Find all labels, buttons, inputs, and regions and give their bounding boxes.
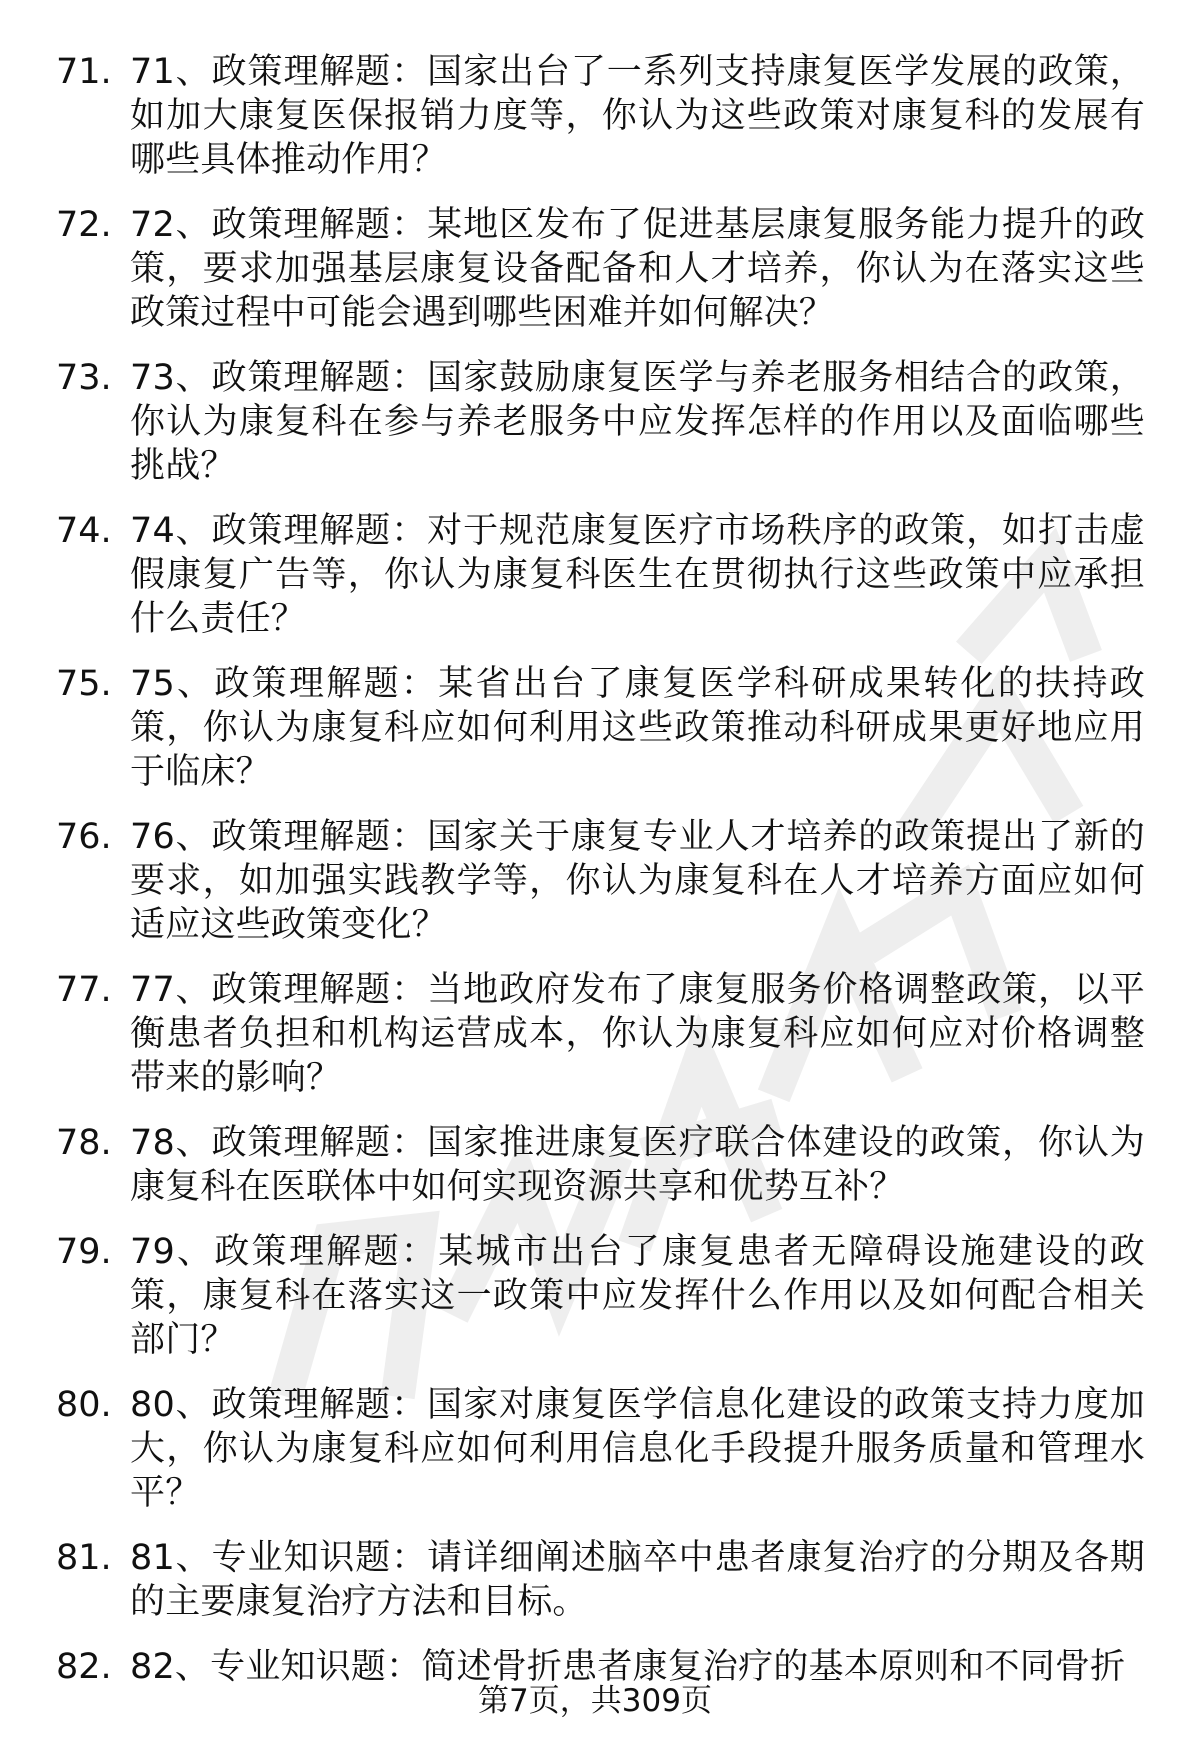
question-number: 71. [56, 52, 112, 92]
question-item [0, 203, 1145, 335]
question-item [0, 1230, 1145, 1362]
question-text: 81、专业知识题：请详细阐述脑卒中患者康复治疗的分期及各期的主要康复治疗方法和目标。 [130, 1538, 1145, 1622]
question-number: 78. [56, 1123, 112, 1163]
question-item [0, 815, 1145, 947]
question-number: 76. [56, 817, 112, 857]
page-number-footer: 第7页，共309页 [478, 1683, 712, 1719]
question-item [0, 356, 1145, 488]
question-text: 78、政策理解题：国家推进康复医疗联合体建设的政策，你认为康复科在医联体中如何实现资源共享和优势互补？ [130, 1123, 1145, 1207]
question-item [0, 1383, 1145, 1515]
question-item [0, 1536, 1145, 1624]
question-text: 77、政策理解题：当地政府发布了康复服务价格调整政策，以平衡患者负担和机构运营成本，你认为康复科应如何应对价格调整带来的影响？ [130, 970, 1145, 1098]
question-text: 71、政策理解题：国家出台了一系列支持康复医学发展的政策，如加大康复医保报销力度等，你认为这些政策对康复科的发展有哪些具体推动作用？ [130, 52, 1145, 180]
question-text: 72、政策理解题：某地区发布了促进基层康复服务能力提升的政策，要求加强基层康复设备配备和人才培养，你认为在落实这些政策过程中可能会遇到哪些困难并如何解决？ [130, 205, 1145, 333]
question-number: 82. [56, 1647, 112, 1687]
question-item [0, 509, 1145, 641]
question-text: 80、政策理解题：国家对康复医学信息化建设的政策支持力度加大，你认为康复科应如何利用信息化手段提升服务质量和管理水平？ [130, 1385, 1145, 1513]
question-number: 73. [56, 358, 112, 398]
question-number: 77. [56, 970, 112, 1010]
question-item [0, 50, 1145, 182]
question-item [0, 968, 1145, 1100]
question-text: 75、政策理解题：某省出台了康复医学科研成果转化的扶持政策，你认为康复科应如何利用这些政策推动科研成果更好地应用于临床？ [130, 664, 1145, 792]
question-text: 82、专业知识题：简述骨折患者康复治疗的基本原则和不同骨折 [130, 1647, 1126, 1687]
question-number: 74. [56, 511, 112, 551]
question-item [0, 662, 1145, 794]
question-number: 72. [56, 205, 112, 245]
question-list [0, 50, 1190, 1710]
question-item [0, 1121, 1145, 1209]
question-text: 73、政策理解题：国家鼓励康复医学与养老服务相结合的政策，你认为康复科在参与养老服务中应发挥怎样的作用以及面临哪些挑战？ [130, 358, 1145, 486]
question-number: 75. [56, 664, 112, 704]
question-text: 76、政策理解题：国家关于康复专业人才培养的政策提出了新的要求，如加强实践教学等，你认为康复科在人才培养方面应如何适应这些政策变化？ [130, 817, 1145, 945]
question-number: 80. [56, 1385, 112, 1425]
question-text: 79、政策理解题：某城市出台了康复患者无障碍设施建设的政策，康复科在落实这一政策中应发挥什么作用以及如何配合相关部门？ [130, 1232, 1145, 1360]
question-number: 79. [56, 1232, 112, 1272]
question-number: 81. [56, 1538, 112, 1578]
question-text: 74、政策理解题：对于规范康复医疗市场秩序的政策，如打击虚假康复广告等，你认为康复科医生在贯彻执行这些政策中应承担什么责任？ [130, 511, 1145, 639]
